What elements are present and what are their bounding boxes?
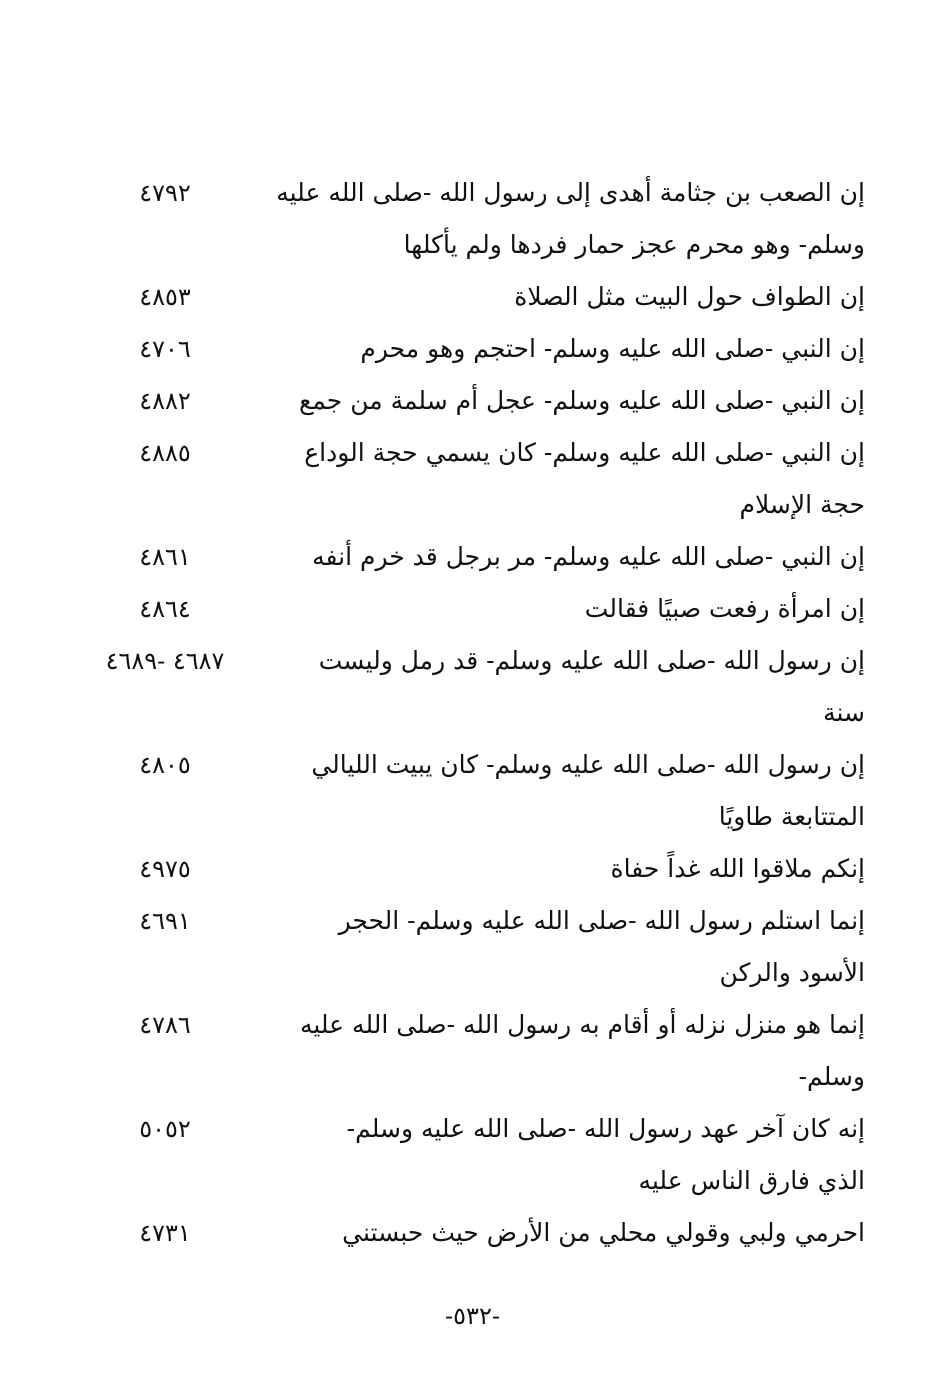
index-entries xyxy=(0,168,945,1260)
entry-line xyxy=(0,1104,945,1156)
entry-number: ٤٧٩٢ xyxy=(139,179,191,207)
index-entry xyxy=(0,740,945,844)
index-entry xyxy=(0,844,945,896)
index-entry xyxy=(0,636,945,740)
entry-text: حجة الإسلام xyxy=(739,490,865,519)
entry-text: وسلم- xyxy=(798,1062,865,1091)
entry-number: ٤٨٥٣ xyxy=(139,283,191,311)
index-entry xyxy=(0,376,945,428)
entry-line xyxy=(0,220,945,272)
index-entry xyxy=(0,428,945,532)
entry-line xyxy=(0,584,945,636)
entry-line xyxy=(0,1156,945,1208)
entry-number: ٤٦٩١ xyxy=(139,907,191,935)
index-entry xyxy=(0,168,945,272)
entry-line xyxy=(0,844,945,896)
entry-text: إن الطواف حول البيت مثل الصلاة xyxy=(514,282,865,311)
entry-line xyxy=(0,688,945,740)
entry-line xyxy=(0,792,945,844)
entry-text: إنكم ملاقوا الله غداً حفاة xyxy=(610,854,865,883)
entry-text: إن النبي -صلى الله عليه وسلم- احتجم وهو محرم xyxy=(360,334,865,363)
entry-text: إن امرأة رفعت صبيًا فقالت xyxy=(584,594,865,623)
entry-text: إن رسول الله -صلى الله عليه وسلم- كان يبيت الليالي xyxy=(311,750,865,779)
entry-line xyxy=(0,896,945,948)
entry-number: ٤٦٨٧ -٤٦٨٩ xyxy=(105,647,225,675)
entry-text: إنما هو منزل نزله أو أقام به رسول الله -صلى الله عليه xyxy=(299,1010,865,1039)
entry-line xyxy=(0,428,945,480)
entry-text: إنما استلم رسول الله -صلى الله عليه وسلم- الحجر xyxy=(338,906,865,935)
entry-number: ٤٨٦٤ xyxy=(139,595,191,623)
entry-text: المتتابعة طاويًا xyxy=(718,802,865,831)
entry-number: ٤٧٣١ xyxy=(139,1219,191,1247)
page-number: -٥٣٢- xyxy=(445,1302,500,1330)
entry-number: ٤٨٠٥ xyxy=(139,751,191,779)
index-entry xyxy=(0,1000,945,1104)
index-entry xyxy=(0,896,945,1000)
entry-line xyxy=(0,740,945,792)
entry-text: إن النبي -صلى الله عليه وسلم- كان يسمي حجة الوداع xyxy=(304,438,865,467)
entry-number: ٤٨٨٢ xyxy=(139,387,191,415)
entry-text: إن النبي -صلى الله عليه وسلم- عجل أم سلمة من جمع xyxy=(299,386,865,415)
entry-line xyxy=(0,376,945,428)
entry-line xyxy=(0,1000,945,1052)
entry-text: إن رسول الله -صلى الله عليه وسلم- قد رمل وليست xyxy=(318,646,865,675)
entry-number: ٤٧٨٦ xyxy=(139,1011,191,1039)
entry-line xyxy=(0,1052,945,1104)
entry-line xyxy=(0,1208,945,1260)
index-entry xyxy=(0,1208,945,1260)
entry-line xyxy=(0,480,945,532)
index-entry xyxy=(0,1104,945,1208)
entry-text: الأسود والركن xyxy=(719,958,865,987)
entry-line xyxy=(0,272,945,324)
entry-text: احرمي ولبي وقولي محلي من الأرض حيث حبستني xyxy=(342,1218,865,1247)
entry-line xyxy=(0,636,945,688)
entry-number: ٤٨٨٥ xyxy=(139,439,191,467)
entry-number: ٤٩٧٥ xyxy=(139,855,191,883)
entry-text: إن الصعب بن جثامة أهدى إلى رسول الله -صلى الله عليه xyxy=(276,178,865,207)
entry-number: ٥٠٥٢ xyxy=(139,1115,191,1143)
entry-line xyxy=(0,168,945,220)
index-entry xyxy=(0,272,945,324)
index-entry xyxy=(0,584,945,636)
entry-text: إن النبي -صلى الله عليه وسلم- مر برجل قد خرم أنفه xyxy=(312,542,865,571)
entry-line xyxy=(0,324,945,376)
entry-text: إنه كان آخر عهد رسول الله -صلى الله عليه وسلم- xyxy=(346,1114,865,1143)
index-entry xyxy=(0,532,945,584)
entry-line xyxy=(0,948,945,1000)
entry-text: سنة xyxy=(823,698,865,727)
entry-text: الذي فارق الناس عليه xyxy=(638,1166,865,1195)
entry-line xyxy=(0,532,945,584)
index-entry xyxy=(0,324,945,376)
entry-text: وسلم- وهو محرم عجز حمار فردها ولم يأكلها xyxy=(403,230,865,259)
entry-number: ٤٨٦١ xyxy=(139,543,191,571)
entry-number: ٤٧٠٦ xyxy=(139,335,191,363)
